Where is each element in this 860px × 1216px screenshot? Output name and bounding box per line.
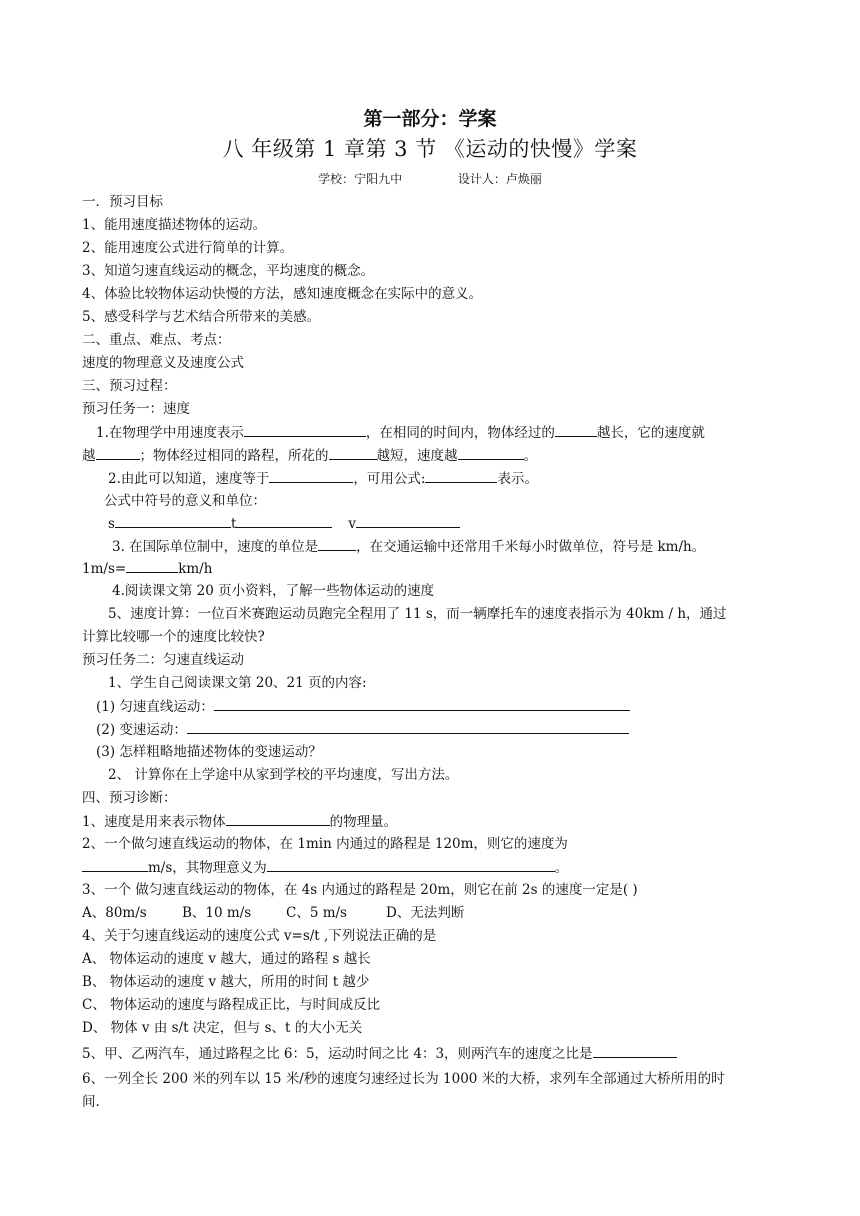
answer-blank[interactable]	[269, 469, 353, 483]
question-line: 越 ；物体经过相同的路程，所花的 越短，速度越 。	[82, 448, 537, 464]
answer-blank[interactable]	[226, 812, 330, 826]
answer-blank[interactable]	[236, 514, 332, 528]
answer-blank[interactable]	[126, 559, 178, 573]
goal-item: 3、知道匀速直线运动的概念，平均速度的概念。	[82, 263, 375, 279]
answer-blank[interactable]	[267, 858, 555, 872]
option-c[interactable]: C、5 m/s	[286, 905, 347, 921]
option-b[interactable]: B、 物体运动的速度 v 越大，所用的时间 t 越少	[82, 974, 370, 990]
goal-item: 5、感受科学与艺术结合所带来的美感。	[82, 309, 321, 325]
goal-item: 4、体验比较物体运动快慢的方法，感知速度概念在实际中的意义。	[82, 286, 483, 302]
section-heading: 一．预习目标	[82, 194, 163, 210]
answer-blank[interactable]	[187, 720, 629, 734]
option-b[interactable]: B、10 m/s	[182, 905, 252, 921]
goal-item: 1、能用速度描述物体的运动。	[82, 217, 267, 233]
answer-blank[interactable]	[458, 446, 524, 460]
question-line: 1.在物理学中用速度表示 ，在相同的时间内，物体经过的 越长，它的速度就	[96, 425, 705, 441]
section-heading: 三、预习过程：	[82, 378, 177, 394]
symbol-line: s t v	[108, 514, 460, 533]
answer-blank[interactable]	[318, 537, 356, 551]
question-line: 2、一个做匀速直线运动的物体，在 1min 内通过的路程是 120m，则它的速度为	[82, 836, 568, 852]
author-line	[0, 170, 860, 187]
option-a[interactable]: A、80m/s	[82, 905, 147, 921]
question-line: 5、甲、乙两汽车，通过路程之比 6：5，运动时间之比 4：3，则两汽车的速度之比是	[82, 1044, 677, 1063]
question-line: 1、速度是用来表示物体 的物理量。	[82, 814, 398, 830]
answer-blank[interactable]	[96, 446, 140, 460]
answer-blank[interactable]	[356, 514, 460, 528]
task-heading: 预习任务一：速度	[82, 401, 190, 417]
answer-blank[interactable]	[214, 697, 630, 711]
question-line: (3) 怎样粗略地描述物体的变速运动？	[96, 744, 322, 760]
answer-blank[interactable]	[115, 514, 231, 528]
question-line: 2.由此可以知道，速度等于 ，可用公式: 表示。	[108, 471, 538, 487]
section-heading: 四、预习诊断：	[82, 790, 177, 806]
goal-item: 2、能用速度公式进行简单的计算。	[82, 240, 294, 256]
question-line: 1、学生自己阅读课文第 20、21 页的内容:	[108, 675, 367, 691]
answer-blank[interactable]	[593, 1044, 677, 1058]
question-line: 5、速度计算：一位百米赛跑运动员跑完全程用了 11 s，而一辆摩托车的速度表指示为 40km / h，通过	[108, 606, 727, 622]
answer-blank[interactable]	[555, 423, 597, 437]
question-line: 公式中符号的意义和单位：	[104, 493, 266, 509]
answer-blank[interactable]	[425, 469, 497, 483]
question-line: 间.	[82, 1094, 100, 1110]
question-line: 4、关于匀速直线运动的速度公式 v=s/t ,下列说法正确的是	[82, 928, 437, 944]
option-c[interactable]: C、 物体运动的速度与路程成正比，与时间成反比	[82, 997, 381, 1013]
question-line: m/s，其物理意义为 。	[82, 858, 568, 877]
question-line: 1m/s= km/h	[82, 561, 213, 577]
question-line: 3、一个 做匀速直线运动的物体，在 4s 内通过的路程是 20m，则它在前 2s 的速度一定是( )	[82, 882, 638, 898]
option-d[interactable]: D、 物体 v 由 s/t 决定，但与 s、t 的大小无关	[82, 1020, 363, 1036]
school-label: 学校：宁阳九中	[318, 172, 403, 186]
question-line: 6、一列全长 200 米的列车以 15 米/秒的速度匀速经过长为 1000 米的大桥，求列车全部通过大桥所用的时	[82, 1071, 725, 1087]
option-d[interactable]: D、无法判断	[386, 905, 465, 921]
question-line: (2) 变速运动：	[96, 720, 629, 739]
question-line: 2、 计算你在上学途中从家到学校的平均速度，写出方法。	[108, 767, 459, 783]
question-line: 计算比较哪一个的速度比较快?	[82, 629, 265, 645]
answer-blank[interactable]	[244, 423, 366, 437]
part-title: 第一部分：学案	[363, 108, 497, 130]
question-line: 4.阅读课文第 20 页小资料，了解一些物体运动的速度	[112, 583, 435, 599]
section-heading: 二、重点、难点、考点：	[82, 332, 231, 348]
answer-blank[interactable]	[82, 858, 148, 872]
key-point: 速度的物理意义及速度公式	[82, 355, 244, 371]
answer-blank[interactable]	[329, 446, 377, 460]
question-line: 3. 在国际单位制中，速度的单位是 ，在交通运输中还常用千米每小时做单位，符号是 km/h。	[112, 539, 706, 555]
options-line	[82, 904, 464, 922]
designer-label: 设计人：卢焕丽	[457, 172, 542, 186]
task-heading: 预习任务二：匀速直线运动	[82, 652, 244, 668]
option-a[interactable]: A、 物体运动的速度 v 越大，通过的路程 s 越长	[82, 951, 371, 967]
question-line: (1) 匀速直线运动：	[96, 697, 630, 716]
lesson-title: 八 年级第 1 章第 3 节 《运动的快慢》学案	[222, 137, 638, 161]
